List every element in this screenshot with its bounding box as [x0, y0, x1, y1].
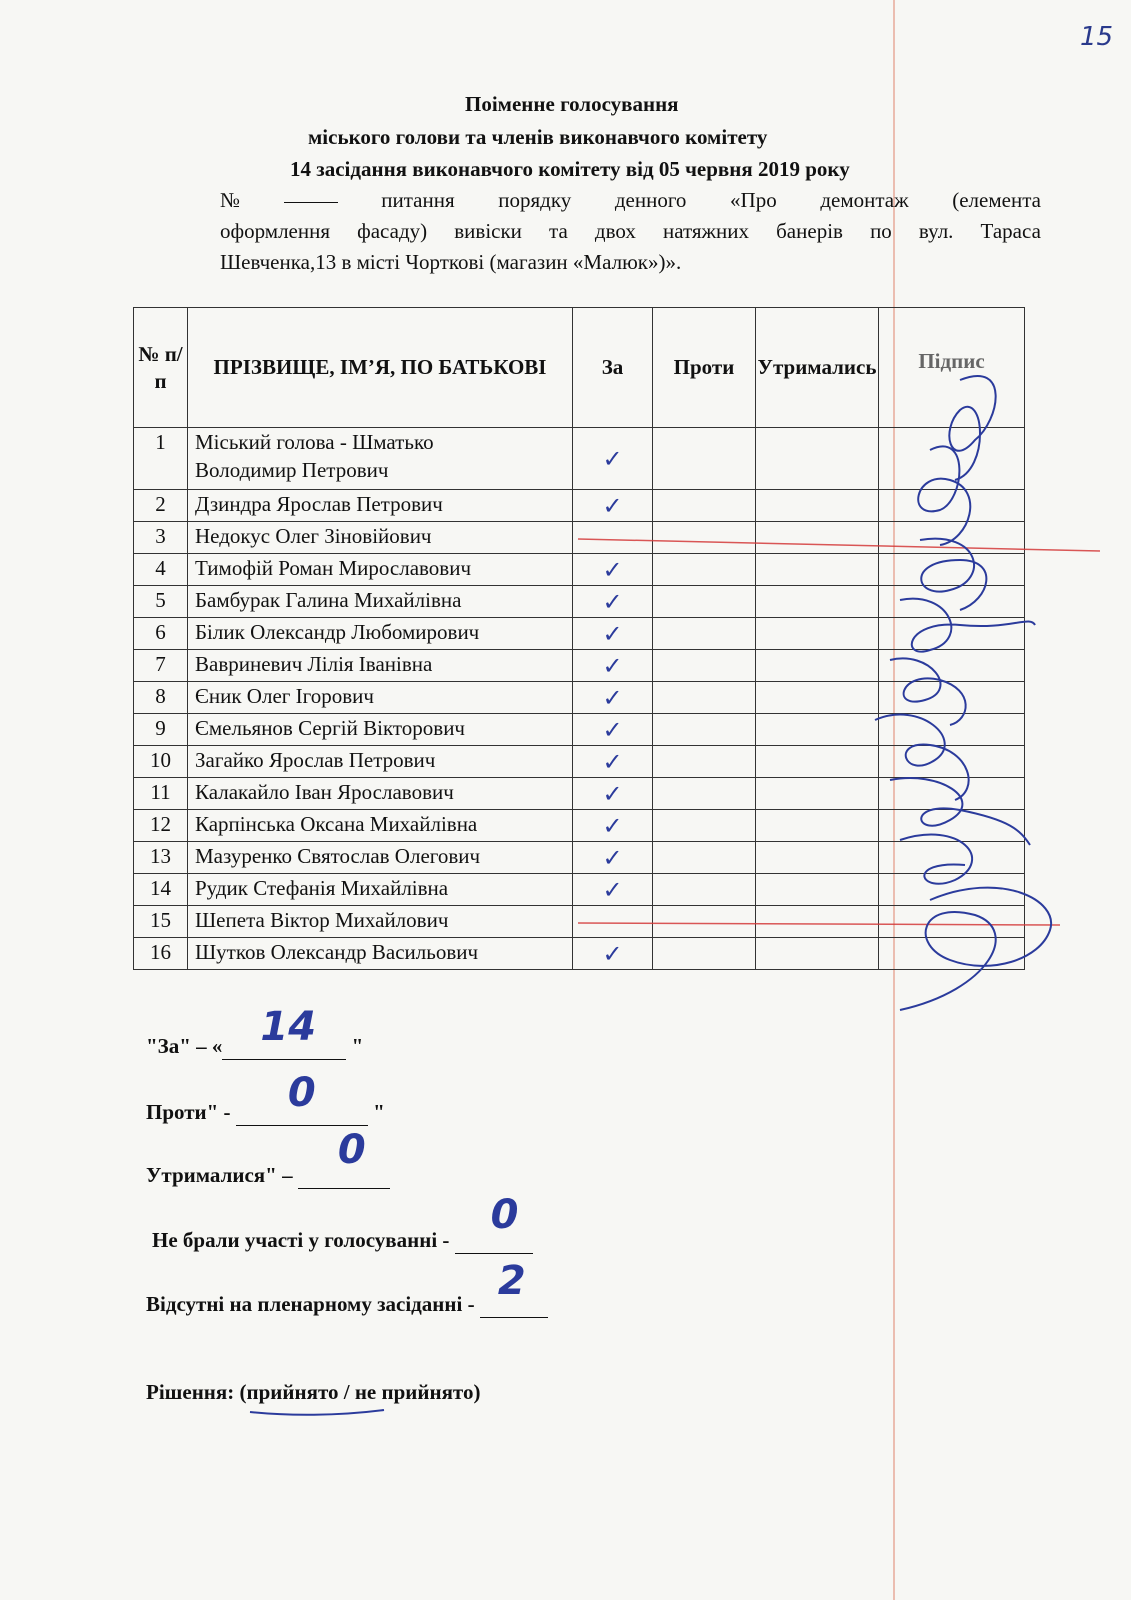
summary-abstained-field — [298, 1127, 390, 1189]
member-name-line: Єник Олег Ігорович — [195, 684, 374, 708]
summary-against — [146, 1070, 385, 1126]
member-name-line: Калакайло Іван Ярославович — [195, 780, 454, 804]
member-name-line: Білик Олександр Любомирович — [195, 620, 480, 644]
page-number: 15 — [1080, 22, 1114, 52]
summary-not-voting-label: Не брали участі у голосуванні - — [152, 1228, 455, 1252]
summary-against-close: " — [367, 1100, 385, 1124]
meeting-line: 14 засідання виконавчого комітету від 05 червня 2019 року — [290, 157, 850, 181]
agenda-word: фасаду) — [357, 219, 428, 243]
agenda-word: питання — [381, 188, 455, 212]
checkmark-icon: ✓ — [602, 491, 623, 520]
member-name-line: Мазуренко Святослав Олегович — [195, 844, 481, 868]
agenda-word: денного — [614, 188, 687, 212]
member-name-line: Володимир Петрович — [195, 458, 389, 482]
summary-not-voting-field — [455, 1192, 533, 1254]
summary-not-voting-value: 0 — [490, 1192, 519, 1238]
row-number: 4 — [134, 554, 188, 586]
checkmark-icon: ✓ — [602, 939, 623, 968]
row-number: 2 — [134, 490, 188, 522]
agenda-word: вул. — [918, 219, 954, 243]
decision-line — [146, 1380, 480, 1405]
row-number: 13 — [134, 842, 188, 874]
summary-abstained — [146, 1127, 390, 1189]
member-name-line: Вавриневич Лілія Іванівна — [195, 652, 433, 676]
decision-options — [240, 1380, 481, 1404]
summary-for — [146, 1004, 364, 1060]
member-name-line: Бамбурак Галина Михайлівна — [195, 588, 462, 612]
decision-underline-icon — [248, 1406, 388, 1420]
member-name-line: Шутков Олександр Васильович — [195, 940, 479, 964]
row-number: 10 — [134, 746, 188, 778]
summary-against-label: Проти" - — [146, 1100, 236, 1124]
row-number: 8 — [134, 682, 188, 714]
checkmark-icon: ✓ — [602, 715, 623, 744]
strike-line-row-15 — [578, 923, 1060, 925]
summary-against-field — [236, 1070, 368, 1126]
document-title: Поіменне голосування — [465, 92, 679, 116]
checkmark-icon: ✓ — [602, 555, 623, 584]
summary-absent-field — [480, 1258, 548, 1318]
agenda-word: двох — [594, 219, 636, 243]
summary-for-value: 14 — [260, 1004, 317, 1050]
summary-absent-value: 2 — [497, 1258, 526, 1304]
agenda-word: демонтаж — [820, 188, 909, 212]
row-number: 16 — [134, 938, 188, 970]
header-number: № п/ п — [134, 308, 188, 428]
header-signature: Підпис — [879, 308, 1025, 428]
agenda-word: оформлення — [220, 219, 331, 243]
checkmark-icon: ✓ — [602, 843, 623, 872]
agenda-word: Тараса — [980, 219, 1041, 243]
summary-absent-label: Відсутні на пленарному засіданні - — [146, 1292, 480, 1316]
agenda-word: № — [220, 188, 241, 212]
checkmark-icon: ✓ — [602, 779, 623, 808]
row-number: 9 — [134, 714, 188, 746]
member-name-line: Шепета Віктор Михайлович — [195, 908, 449, 932]
member-name-line: Тимофій Роман Мирославович — [195, 556, 472, 580]
summary-for-label: "За" – « — [146, 1034, 223, 1058]
row-number: 5 — [134, 586, 188, 618]
member-name-line: Загайко Ярослав Петрович — [195, 748, 436, 772]
agenda-word: вивіски — [454, 219, 522, 243]
agenda-word: порядку — [498, 188, 572, 212]
agenda-line-3: Шевченка,13 в місті Чорткові (магазин «Малюк»)». — [220, 250, 682, 274]
agenda-word: та — [549, 219, 568, 243]
summary-abstained-label: Утрималися" – — [146, 1163, 298, 1187]
checkmark-icon: ✓ — [602, 651, 623, 680]
row-number: 3 — [134, 522, 188, 554]
checkmark-icon: ✓ — [602, 444, 623, 473]
strike-line-row-3 — [578, 539, 1100, 551]
checkmark-icon: ✓ — [602, 875, 623, 904]
summary-absent — [146, 1258, 548, 1318]
summary-against-value: 0 — [287, 1070, 316, 1116]
member-name-line: Міський голова - Шматько — [195, 430, 434, 454]
decision-options-text: (прийнято / не прийнято) — [239, 1380, 481, 1404]
header-against: Проти — [653, 308, 756, 428]
checkmark-icon: ✓ — [602, 811, 623, 840]
agenda-word: «Про — [730, 188, 777, 212]
row-number: 15 — [134, 906, 188, 938]
row-number: 11 — [134, 778, 188, 810]
agenda-word: банерів — [776, 219, 843, 243]
header-abstained: Утримались — [756, 308, 879, 428]
member-name-line: Ємельянов Сергій Вікторович — [195, 716, 465, 740]
member-name-line: Недокус Олег Зіновійович — [195, 524, 432, 548]
signatures-icon — [875, 376, 1051, 1010]
summary-abstained-value: 0 — [337, 1127, 366, 1173]
member-name-line: Рудик Стефанія Михайлівна — [195, 876, 449, 900]
decision-label: Рішення: — [146, 1380, 240, 1404]
summary-for-close: " — [346, 1034, 364, 1058]
header-name: ПРІЗВИЩЕ, ІМ’Я, ПО БАТЬКОВІ — [188, 308, 573, 428]
agenda-word: натяжних — [662, 219, 750, 243]
checkmark-icon: ✓ — [602, 619, 623, 648]
summary-for-field — [222, 1004, 346, 1060]
document-subtitle: міського голови та членів виконавчого комітету — [308, 125, 768, 149]
row-number: 6 — [134, 618, 188, 650]
summary-not-voting — [152, 1192, 533, 1254]
header-for: За — [573, 308, 653, 428]
member-name-line: Дзиндра Ярослав Петрович — [195, 492, 443, 516]
row-number: 12 — [134, 810, 188, 842]
agenda-word: по — [870, 219, 892, 243]
agenda-word: (елемента — [952, 188, 1041, 212]
checkmark-icon: ✓ — [602, 683, 623, 712]
row-number: 7 — [134, 650, 188, 682]
row-number: 14 — [134, 874, 188, 906]
checkmark-icon: ✓ — [602, 587, 623, 616]
member-name-line: Карпінська Оксана Михайлівна — [195, 812, 478, 836]
row-number: 1 — [134, 428, 188, 490]
checkmark-icon: ✓ — [602, 747, 623, 776]
